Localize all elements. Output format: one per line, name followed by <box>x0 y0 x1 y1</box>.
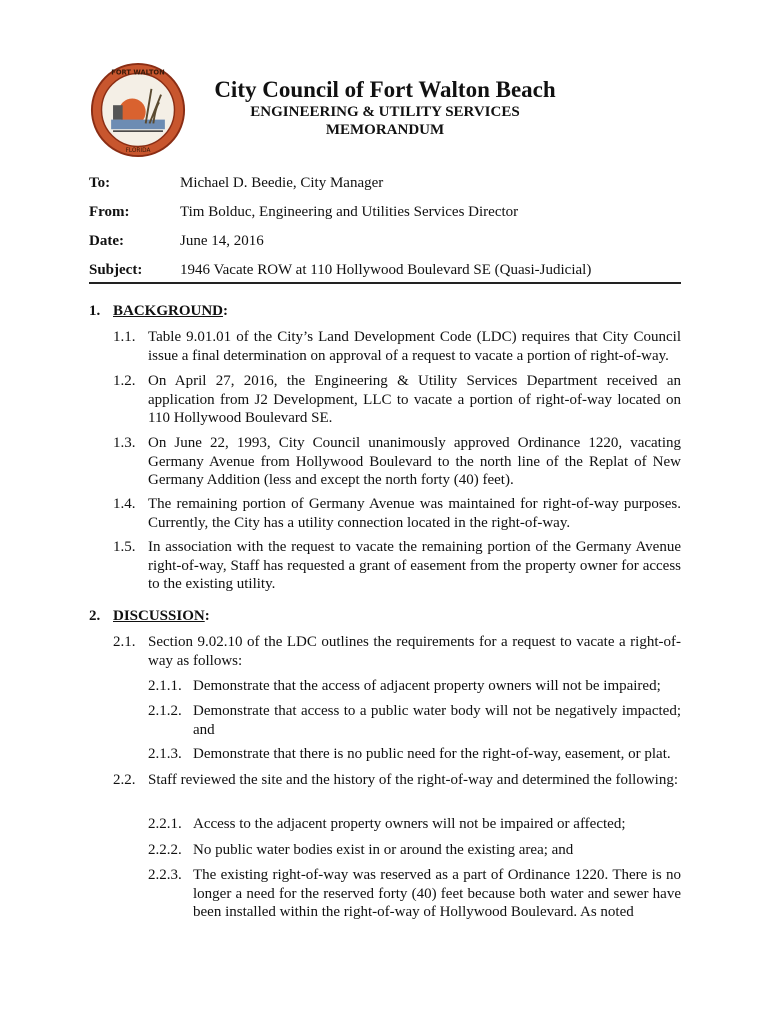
list-item <box>113 328 681 365</box>
item-number: 1.2. <box>113 373 136 389</box>
sub-list-item <box>148 841 681 860</box>
item-number: 2.1.3. <box>148 746 182 762</box>
department-name: ENGINEERING & UTILITY SERVICES <box>250 104 520 120</box>
memo-date-row <box>89 233 681 255</box>
item-text: Table 9.01.01 of the City’s Land Development Code (LDC) requires that City Council issue a final determination on approval of a request to vacate a portion of right-of-way. <box>148 329 681 364</box>
svg-text:FORT WALTON: FORT WALTON <box>111 68 165 77</box>
document-title: City Council of Fort Walton Beach <box>214 77 556 102</box>
item-text: Demonstrate that access to a public water body will not be negatively impacted; and <box>193 703 681 738</box>
item-number: 1.3. <box>113 435 136 451</box>
item-text: On June 22, 1993, City Council unanimously approved Ordinance 1220, vacating Germany Avenue from Hollywood Boulevard to the north line of the Replat of New Germany Addition (less and except the north forty (40) feet). <box>148 435 681 488</box>
item-text: The existing right-of-way was reserved as a part of Ordinance 1220. There is no longer a need for the reserved forty (40) feet because both water and sewer have been installed within the right-of-way of Hollywood Boulevard. As noted <box>193 867 681 920</box>
list-item <box>113 495 681 532</box>
sub-list-item <box>148 866 681 922</box>
to-value: Michael D. Beedie, City Manager <box>180 175 384 191</box>
section-heading-discussion <box>89 607 210 626</box>
item-number: 1.5. <box>113 539 136 555</box>
section-colon: : <box>223 303 229 319</box>
item-text: No public water bodies exist in or around the existing area; and <box>193 842 574 858</box>
item-text: Staff reviewed the site and the history of the right-of-way and determined the following: <box>148 772 678 788</box>
sub-list-item <box>148 677 681 696</box>
memo-to-row <box>89 175 681 197</box>
item-text: On April 27, 2016, the Engineering & Utility Services Department received an application from J2 Development, LLC to vacate a portion of right-of-way located on 110 Hollywood Boulevard SE. <box>148 373 681 426</box>
item-number: 2.1. <box>113 634 136 650</box>
to-label: To: <box>89 175 111 191</box>
item-number: 2.2.2. <box>148 842 182 858</box>
item-number: 1.1. <box>113 329 136 345</box>
item-text: Section 9.02.10 of the LDC outlines the requirements for a request to vacate a right-of-way as follows: <box>148 634 681 669</box>
item-text: Demonstrate that there is no public need for the right-of-way, easement, or plat. <box>193 746 671 762</box>
memo-from-row <box>89 204 681 226</box>
list-item <box>113 633 681 670</box>
from-label: From: <box>89 204 130 220</box>
section-number: 1. <box>89 303 101 319</box>
section-colon: : <box>204 608 210 624</box>
item-number: 2.1.2. <box>148 703 182 719</box>
section-number: 2. <box>89 608 101 624</box>
section-heading-background <box>89 302 228 321</box>
date-label: Date: <box>89 233 124 249</box>
date-value: June 14, 2016 <box>180 233 264 249</box>
item-number: 2.2.3. <box>148 867 182 883</box>
section-label: DISCUSSION <box>113 608 205 624</box>
item-text: Demonstrate that the access of adjacent property owners will not be impaired; <box>193 678 661 694</box>
item-number: 2.2. <box>113 772 136 788</box>
list-item <box>113 372 681 428</box>
subject-value: 1946 Vacate ROW at 110 Hollywood Boulevard SE (Quasi-Judicial) <box>180 262 592 278</box>
item-text: Access to the adjacent property owners will not be impaired or affected; <box>193 816 626 832</box>
header-divider <box>89 282 681 284</box>
sub-list-item <box>148 745 681 764</box>
city-seal-logo <box>90 62 186 158</box>
subject-label: Subject: <box>89 262 143 278</box>
svg-text:FLORIDA: FLORIDA <box>125 148 151 155</box>
list-item <box>113 771 681 790</box>
sub-list-item <box>148 702 681 739</box>
item-number: 2.2.1. <box>148 816 182 832</box>
item-text: The remaining portion of Germany Avenue was maintained for right-of-way purposes. Currently, the City has a utility connection located in the right-of-way. <box>148 496 681 531</box>
memo-subject-row <box>89 262 681 284</box>
item-number: 1.4. <box>113 496 136 512</box>
item-text: In association with the request to vacate the remaining portion of the Germany Avenue right-of-way, Staff has requested a grant of easement from the property owner for access to the existing utility. <box>148 539 681 592</box>
from-value: Tim Bolduc, Engineering and Utilities Services Director <box>180 204 519 220</box>
sub-list-item <box>148 815 681 834</box>
list-item <box>113 538 681 594</box>
list-item <box>113 434 681 490</box>
item-number: 2.1.1. <box>148 678 182 694</box>
document-type: MEMORANDUM <box>325 122 445 138</box>
section-label: BACKGROUND <box>113 303 224 319</box>
